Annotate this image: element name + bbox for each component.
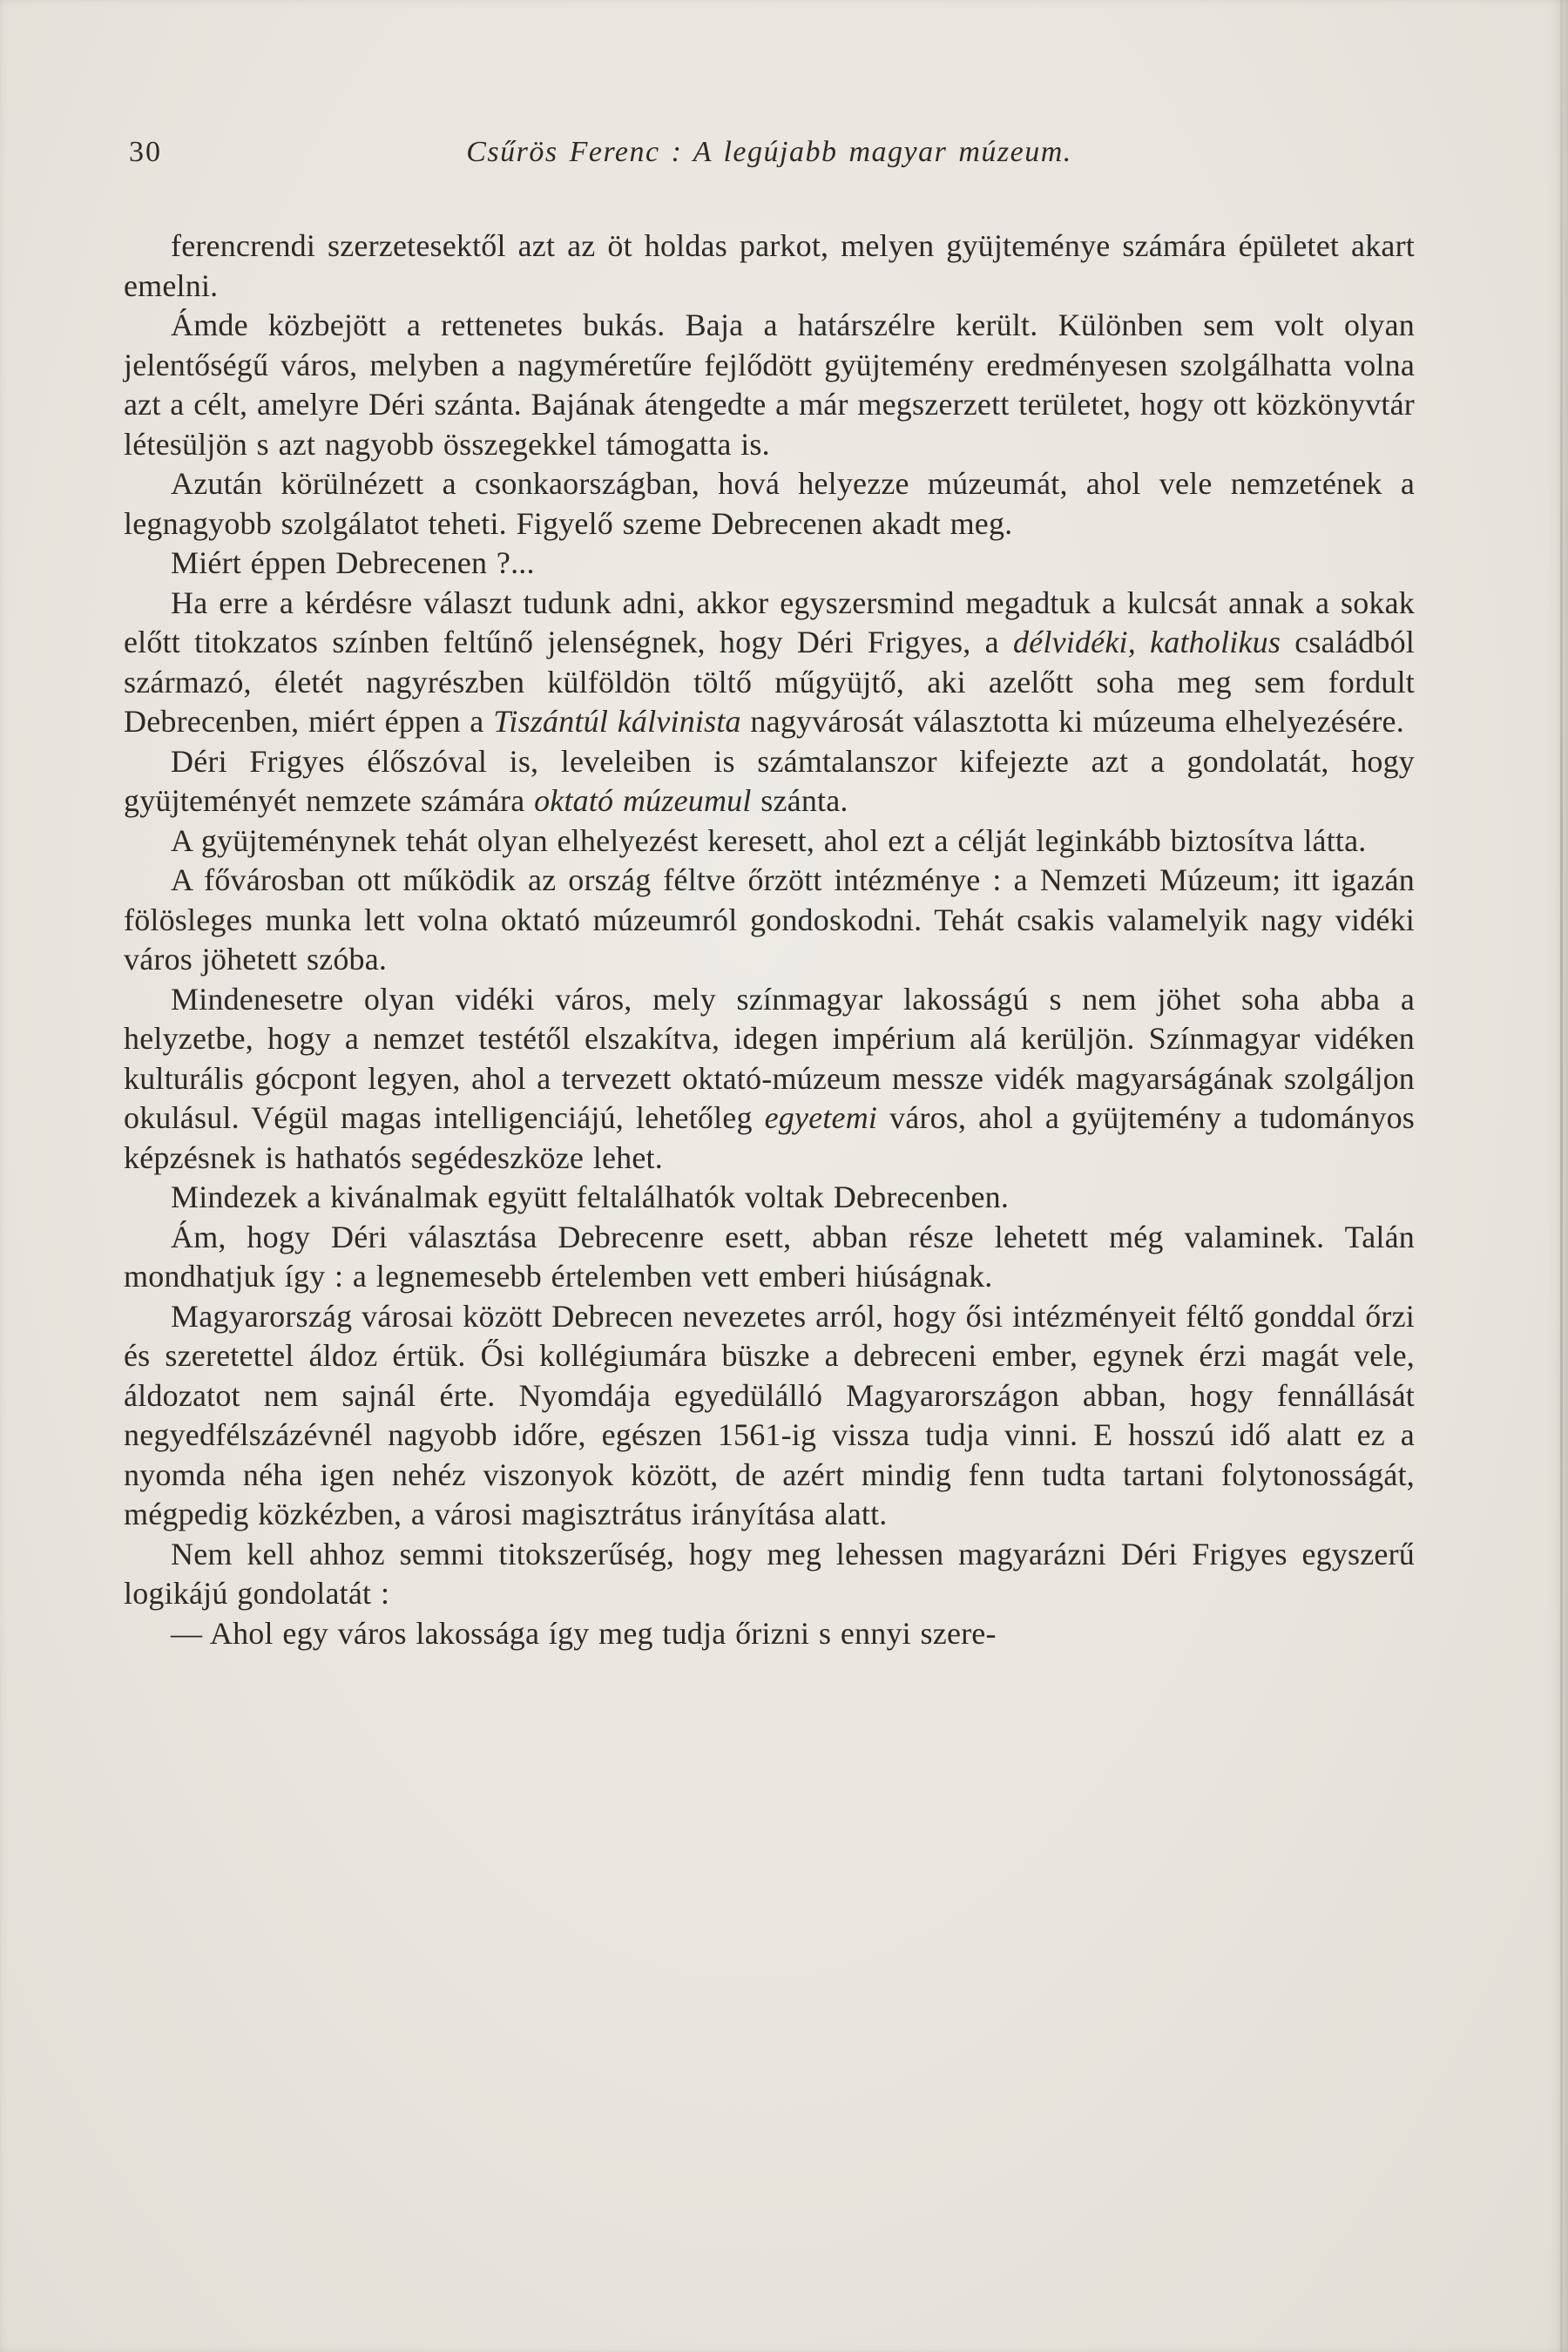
paragraph xyxy=(124,306,1415,464)
paragraph xyxy=(124,226,1415,306)
page-number: 30 xyxy=(129,136,162,168)
paragraph xyxy=(124,1614,1415,1654)
paragraph-run-italic: egyetemi xyxy=(764,1100,878,1135)
paragraph-run: Azután körülnézett a csonkaországban, hová helyezze múzeumát, ahol vele nemzetének a legnagyobb szolgálatot teheti. Figyelő szeme Debrecenen akadt meg. xyxy=(124,466,1415,541)
paragraph-run: Magyarország városai között Debrecen nevezetes arról, hogy ősi intézményeit féltő gonddal őrzi és szeretettel áldoz értük. Ősi kollégiumára büszke a debreceni ember, egynek érzi magát vele, áldozatot nem sajnál érte. Nyomdája egyedülálló Magyarországon abban, hogy fennállását negyedfélszázévnél nagyobb időre, egészen 1561-ig vissza tudja vinni. E hosszú idő alatt ez a nyomda néha igen nehéz viszonyok között, de azért mindig fenn tudta tartani folytonosságát, mégpedig közkézben, a városi magisztrátus irányítása alatt. xyxy=(124,1298,1415,1531)
paragraph-run: Miért éppen Debrecenen ?... xyxy=(171,545,535,580)
paragraph-run: ferencrendi szerzetesektől azt az öt holdas parkot, melyen gyüjteménye számára épületet akart emelni. xyxy=(124,228,1415,303)
page-body xyxy=(124,226,1415,1653)
paragraph-run: Ha erre a kérdésre választ tudunk adni, akkor egyszersmind megadtuk a kulcsát annak a sokak előtt titokzatos színben feltűnő jelenségnek, hogy Déri Frigyes, a xyxy=(124,585,1415,659)
paragraph-run: A gyüjteménynek tehát olyan elhelyezést keresett, ahol ezt a célját leginkább biztosítva látta. xyxy=(171,822,1367,858)
paragraph-run: Mindezek a kivánalmak együtt feltalálhatók voltak Debrecenben. xyxy=(171,1179,1010,1214)
page-edge-shadow xyxy=(1560,0,1563,2352)
paragraph xyxy=(124,1218,1415,1297)
paragraph-run: Ám, hogy Déri választása Debrecenre esett, abban része lehetett még valaminek. Talán mondhatjuk így : a legnemesebb értelemben vett emberi hiúságnak. xyxy=(124,1219,1415,1294)
paragraph-run: város, ahol a gyüjtemény a tudományos képzésnek is hathatós segédeszköze lehet. xyxy=(124,1100,1415,1175)
paragraph xyxy=(124,464,1415,544)
paragraph xyxy=(124,742,1415,821)
page-header xyxy=(124,132,1415,172)
paragraph xyxy=(124,1178,1415,1218)
page-content xyxy=(124,132,1415,1653)
paragraph-run: nagyvárosát választotta ki múzeuma elhelyezésére. xyxy=(740,704,1404,739)
paragraph-run-italic: oktató múzeumul xyxy=(534,783,752,818)
paragraph xyxy=(124,544,1415,584)
paragraph-run: szánta. xyxy=(751,783,848,818)
paragraph xyxy=(124,584,1415,742)
paragraph-run: Mindenesetre olyan vidéki város, mely színmagyar lakosságú s nem jöhet soha abba a helyzetbe, hogy a nemzet testétől elszakítva, idegen impérium alá kerüljön. Színmagyar vidéken kulturális gócpont legyen, ahol a tervezett oktató-múzeum messze vidék magyarságának szolgáljon okulásul. Végül magas intelligenciájú, lehetőleg xyxy=(124,981,1415,1135)
paragraph xyxy=(124,821,1415,862)
paragraph-run-italic: Tiszántúl kálvinista xyxy=(493,704,741,739)
paragraph xyxy=(124,861,1415,980)
paragraph xyxy=(124,1535,1415,1614)
running-title: Csűrös Ferenc : A legújabb magyar múzeum. xyxy=(466,136,1072,168)
paragraph-run: családból származó, életét nagyrészben külföldön töltő műgyüjtő, aki azelőtt soha meg sem fordult Debrecenben, miért éppen a xyxy=(124,625,1416,739)
paragraph-run: Déri Frigyes élőszóval is, leveleiben is számtalanszor kifejezte azt a gondolatát, hogy gyüjteményét nemzete számára xyxy=(124,743,1415,818)
paragraph-run-italic: délvidéki, katholikus xyxy=(1013,625,1281,659)
paragraph-run: Ámde közbejött a rettenetes bukás. Baja a határszélre került. Különben sem volt olyan jelentőségű város, melyben a nagyméretűre fejlődött gyüjtemény eredményesen szolgálhatta volna azt a célt, amelyre Déri szánta. Bajának átengedte a már megszerzett területet, hogy ott közkönyvtár létesüljön s azt nagyobb összegekkel támogatta is. xyxy=(124,308,1415,462)
paragraph xyxy=(124,980,1415,1179)
paragraph xyxy=(124,1297,1415,1535)
paragraph-run: Nem kell ahhoz semmi titokszerűség, hogy meg lehessen magyarázni Déri Frigyes egyszerű logikájú gondolatát : xyxy=(124,1536,1415,1611)
paragraph-run: — Ahol egy város lakossága így meg tudja őrizni s ennyi szere- xyxy=(171,1615,997,1651)
paragraph-run: A fővárosban ott működik az ország féltve őrzött intézménye : a Nemzeti Múzeum; itt igazán fölösleges munka lett volna oktató múzeumról gondoskodni. Tehát csakis valamelyik nagy vidéki város jöhetett szóba. xyxy=(124,862,1415,977)
